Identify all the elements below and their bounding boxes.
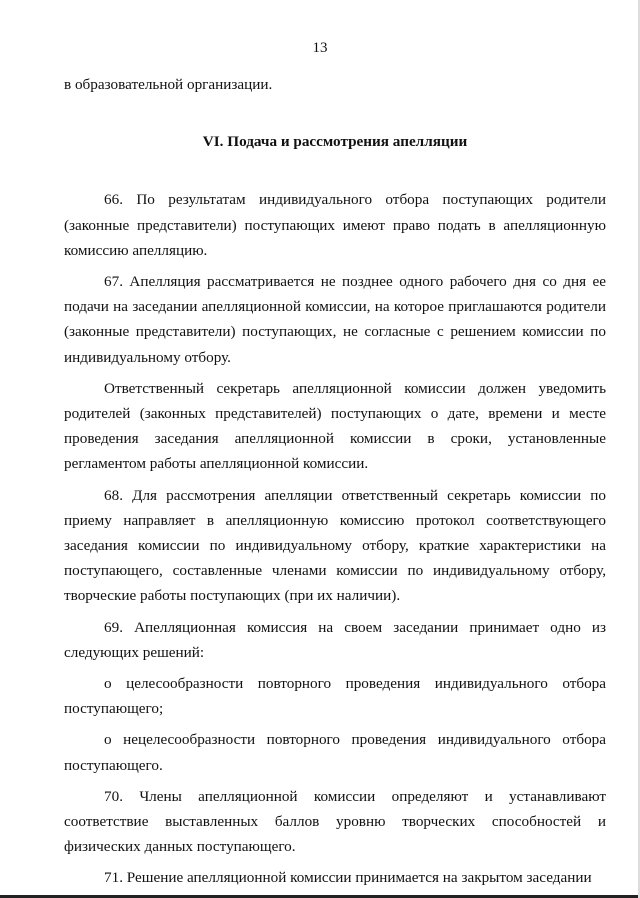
paragraph-66: 66. По результатам индивидуального отбора поступающих родители (законные представители) поступающих имеют право подать в апелляционную комиссию апелляцию. bbox=[64, 191, 606, 259]
paragraph-67: 67. Апелляция рассматривается не позднее одного рабочего дня со дня ее подачи на заседании апелляционной комиссии, на которое приглашаются родители (законные представители) поступающих, не согласные с решением комиссии по индивидуальному отбору. bbox=[64, 273, 606, 366]
paragraph-69-option-b: о нецелесообразности повторного проведения индивидуального отбора поступающего. bbox=[64, 731, 606, 774]
paragraph-69-option-a: о целесообразности повторного проведения индивидуального отбора поступающего; bbox=[64, 675, 606, 718]
intro-line: в образовательной организации. bbox=[64, 76, 273, 93]
section-heading: VI. Подача и рассмотрения апелляции bbox=[202, 133, 468, 151]
page-number: 13 bbox=[312, 40, 328, 56]
paragraph-69: 69. Апелляционная комиссия на своем заседании принимает одно из следующих решений: bbox=[64, 618, 606, 661]
paragraph-71: 71. Решение апелляционной комиссии принимается на закрытом заседании bbox=[104, 869, 592, 887]
paragraph-68: 68. Для рассмотрения апелляции ответственный секретарь комиссии по приему направляет в апелляционную комиссию протокол соответствующего заседания комиссии по индивидуальному отбору, краткие характеристики на поступающего, составленные членами комиссии по индивидуальному отбору, творческие работы поступающих (при их наличии). bbox=[64, 486, 606, 605]
paragraph-70: 70. Члены апелляционной комиссии определяют и устанавливают соответствие выставленных баллов уровню творческих способностей и физических данных поступающего. bbox=[64, 787, 606, 856]
paragraph-67-secretary: Ответственный секретарь апелляционной комиссии должен уведомить родителей (законных представителей) поступающих о дате, времени и месте проведения заседания апелляционной комиссии в сроки, установленные регламентом работы апелляционной комиссии. bbox=[64, 379, 606, 473]
document-body bbox=[64, 72, 606, 891]
